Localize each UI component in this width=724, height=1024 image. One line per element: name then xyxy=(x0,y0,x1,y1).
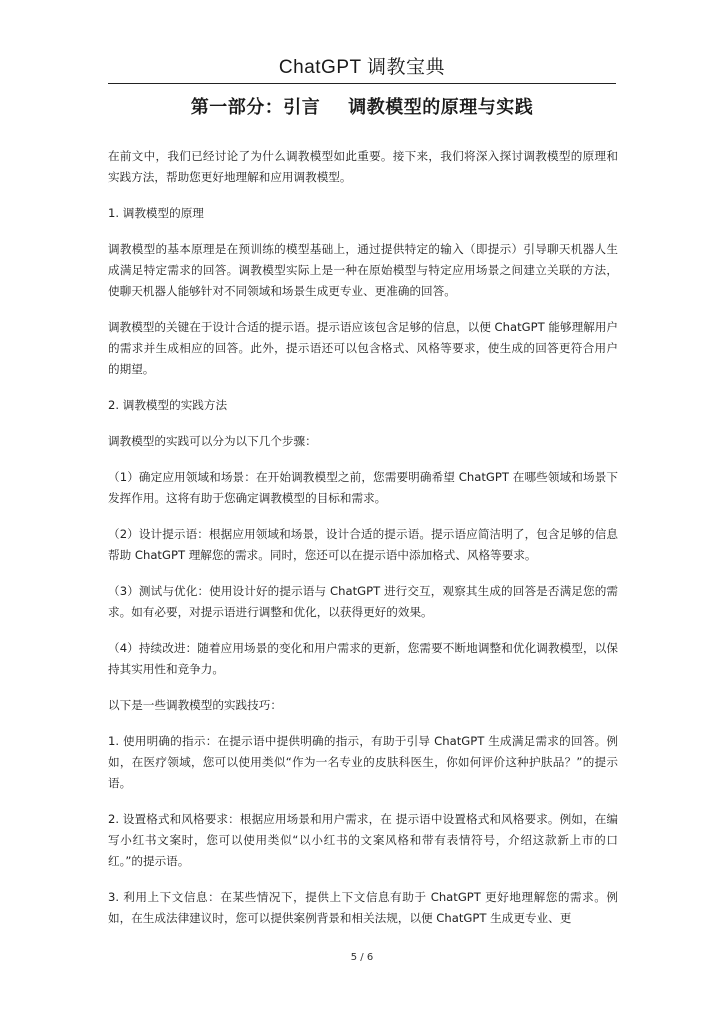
step-4-paragraph: （4）持续改进：随着应用场景的变化和用户需求的更新，您需要不断地调整和优化调教模型，以保持其实用性和竞争力。 xyxy=(108,641,618,676)
page-header: ChatGPT 调教宝典 xyxy=(108,52,616,84)
principle-paragraph: 调教模型的基本原理是在预训练的模型基础上，通过提供特定的输入（即提示）引导聊天机器人生成满足特定需求的回答。调教模型实际上是一种在原始模型与特定应用场景之间建立关联的方法，使聊天机器人能够针对不同领域和场景生成更专业、更准确的回答。 xyxy=(108,242,618,298)
tip-1-paragraph: 1. 使用明确的指示：在提示语中提供明确的指示，有助于引导 ChatGPT 生成满足需求的回答。例如，在医疗领域，您可以使用类似“作为一名专业的皮肤科医生，你如何评价这种护肤品？”的提示语。 xyxy=(108,734,618,790)
section-title-text: 调教模型的原理与实践 xyxy=(348,97,534,118)
steps-intro-paragraph: 调教模型的实践可以分为以下几个步骤： xyxy=(108,434,317,448)
tip-3-paragraph: 3. 利用上下文信息：在某些情况下，提供上下文信息有助于 ChatGPT 更好地理解您的需求。例如，在生成法律建议时，您可以提供案例背景和相关法规，以便 ChatGPT 生成更专业、更 xyxy=(108,890,618,925)
intro-paragraph: 在前文中，我们已经讨论了为什么调教模型如此重要。接下来，我们将深入探讨调教模型的原理和实践方法，帮助您更好地理解和应用调教模型。 xyxy=(108,149,618,184)
subheading-principle: 1. 调教模型的原理 xyxy=(108,206,204,220)
step-3-paragraph: （3）测试与优化：使用设计好的提示语与 ChatGPT 进行交互，观察其生成的回答是否满足您的需求。如有必要，对提示语进行调整和优化，以获得更好的效果。 xyxy=(108,584,618,619)
body-text xyxy=(108,146,618,944)
step-1-paragraph: （1）确定应用领域和场景：在开始调教模型之前，您需要明确希望 ChatGPT 在哪些领域和场景下发挥作用。这将有助于您确定调教模型的目标和需求。 xyxy=(108,470,618,505)
tip-2-paragraph: 2. 设置格式和风格要求：根据应用场景和用户需求，在 提示语中设置格式和风格要求。例如，在编写小红书文案时，您可以使用类似“以小红书的文案风格和带有表情符号，介绍这款新上市的口红。”的提示语。 xyxy=(108,812,618,868)
subheading-practice: 2. 调教模型的实践方法 xyxy=(108,398,228,412)
section-heading xyxy=(108,93,616,119)
page-number: 5 / 6 xyxy=(350,952,374,963)
step-2-paragraph: （2）设计提示语：根据应用领域和场景，设计合适的提示语。提示语应简洁明了，包含足够的信息帮助 ChatGPT 理解您的需求。同时，您还可以在提示语中添加格式、风格等要求。 xyxy=(108,527,618,562)
prompt-key-paragraph: 调教模型的关键在于设计合适的提示语。提示语应该包含足够的信息，以便 ChatGPT 能够理解用户的需求并生成相应的回答。此外，提示语还可以包含格式、风格等要求，使生成的回答更符合用户的期望。 xyxy=(108,320,618,376)
tips-intro-paragraph: 以下是一些调教模型的实践技巧： xyxy=(108,698,282,712)
section-part-label: 第一部分：引言 xyxy=(190,97,321,118)
